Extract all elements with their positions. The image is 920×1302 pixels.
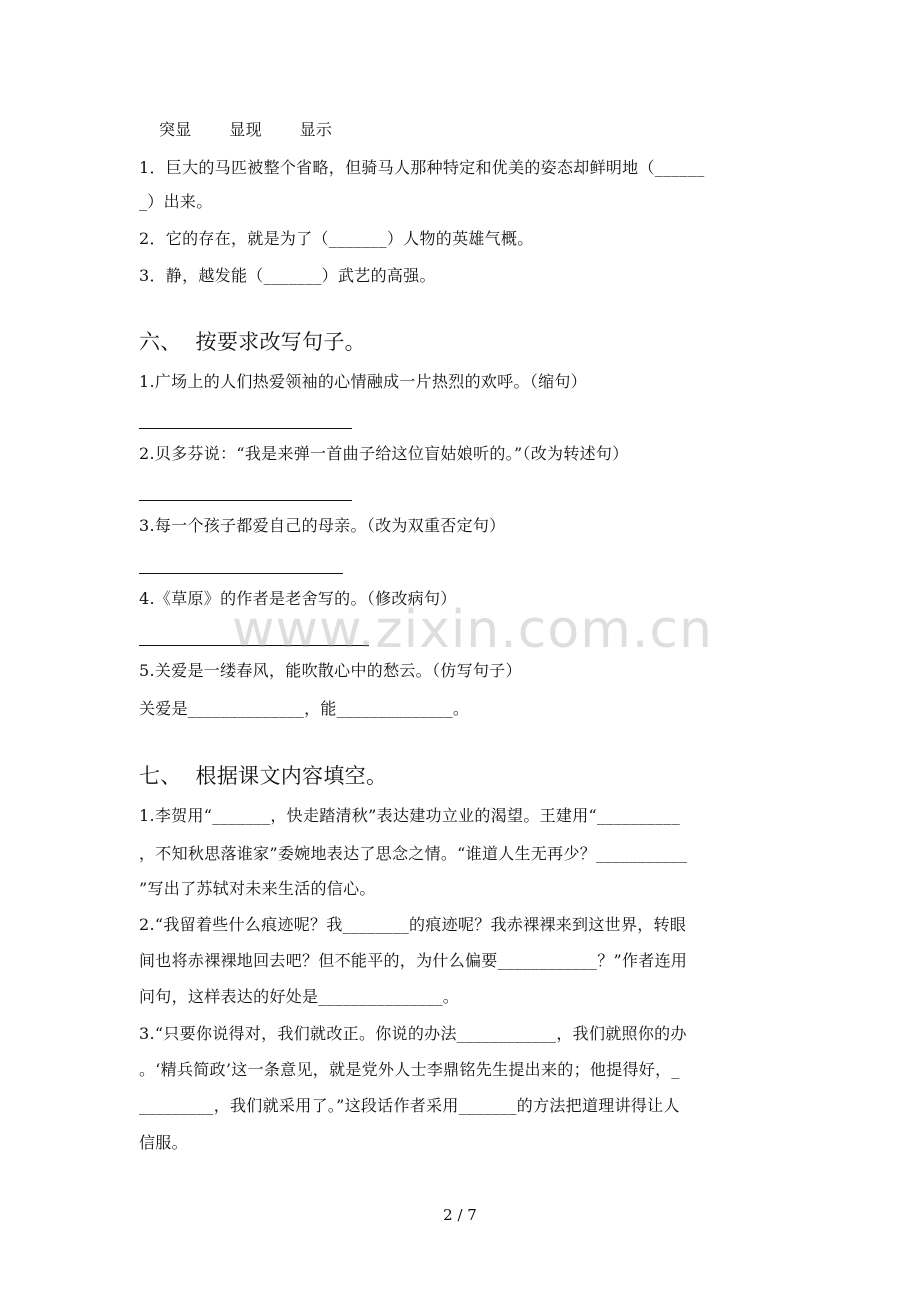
answer-line [139,428,352,429]
s7-q3-line-4: 信服。 [139,1133,188,1152]
s6-item-3: 3.每一个孩子都爱自己的母亲。（改为双重否定句） [139,516,506,535]
q5-line-2: _）出来。 [139,192,213,211]
s7-q2-line-2: 间也将赤裸裸地回去吧？但不能平的，为什么偏要____________？”作者连用 [139,951,688,970]
s7-q2-line-3: 问句，这样表达的好处是_______________。 [139,987,460,1006]
section-7-title: 七、 根据课文内容填空。 [139,764,388,788]
s6-item-5-blank: 关爱是______________，能______________。 [139,699,470,718]
s7-q1-line-2: ，不知秋思落谁家”委婉地表达了思念之情。“谁道人生无再少？___________ [139,844,688,863]
s7-q1-line-3: ”写出了苏轼对未来生活的信心。 [139,879,376,898]
answer-line [139,573,343,574]
s7-q3-line-1: 3.“只要你说得对，我们就改正。你说的办法____________，我们就照你的办 [139,1024,687,1043]
page-number: 2 / 7 [443,1206,477,1224]
watermark: www.zixin.com.cn [232,600,713,660]
q5-line-3: 2．它的存在，就是为了（_______）人物的英雄气概。 [139,229,534,248]
s6-item-2: 2.贝多芬说：“我是来弹一首曲子给这位盲姑娘听的。”（改为转述句） [139,444,629,463]
word-choices: 突显 显现 显示 [159,120,333,139]
s6-item-4: 4.《草原》的作者是老舍写的。（修改病句） [139,589,457,608]
q5-line-4: 3．静，越发能（_______）武艺的高强。 [139,266,436,285]
s7-q2-line-1: 2.“我留着些什么痕迹呢？我________的痕迹呢？我赤裸裸来到这世界，转眼 [139,915,687,934]
s7-q3-line-3: _________，我们就采用了。”这段话作者采用_______的方法把道理讲得让人 [139,1096,680,1115]
section-6-title: 六、 按要求改写句子。 [139,330,366,354]
s6-item-5: 5.关爱是一缕春风，能吹散心中的愁云。（仿写句子） [139,661,522,680]
s6-item-1: 1.广场上的人们热爱领袖的心情融成一片热烈的欢呼。（缩句） [139,372,587,391]
s7-q3-line-2: 。‘精兵简政’这一条意见，就是党外人士李鼎铭先生提出来的；他提得好，_ [139,1060,680,1079]
q5-line-1: 1．巨大的马匹被整个省略，但骑马人那种特定和优美的姿态却鲜明地（______ [139,158,705,177]
s7-q1-line-1: 1.李贺用“_______，快走踏清秋”表达建功立业的渴望。王建用“__________ [139,806,681,825]
answer-line [139,500,352,501]
